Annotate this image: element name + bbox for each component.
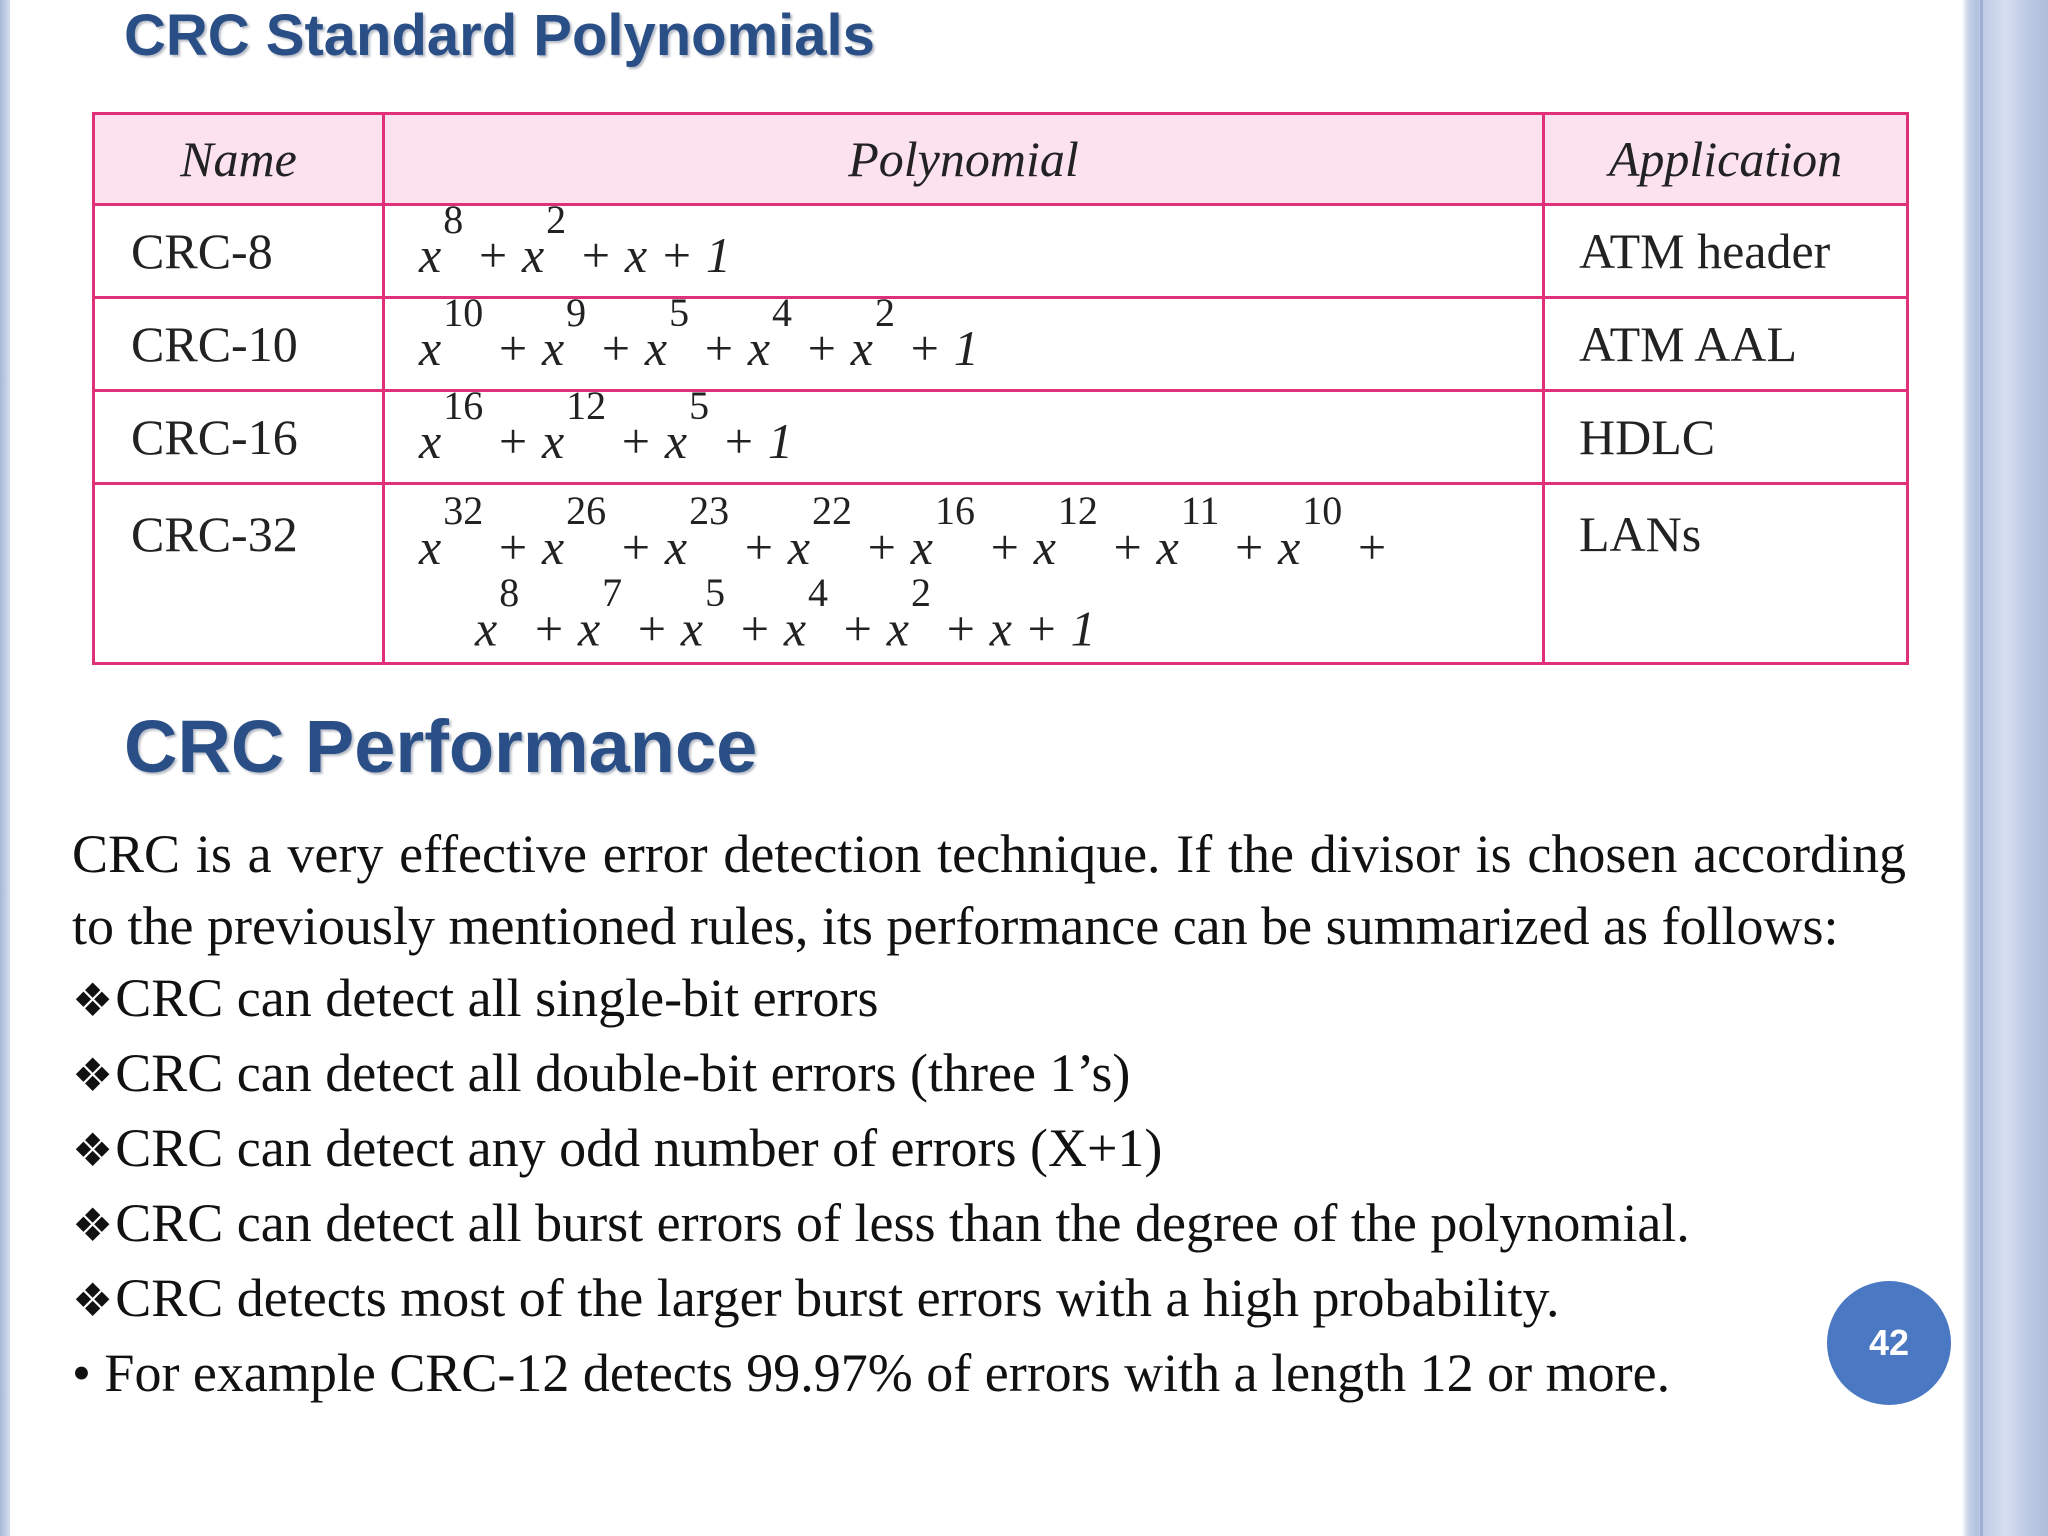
polynomial-term: + x <box>852 518 933 575</box>
polynomial-term: + x <box>1219 518 1301 575</box>
polynomial-exponent: 12 <box>1057 488 1098 533</box>
polynomial-term: x <box>419 413 442 470</box>
cell-application: ATM AAL <box>1544 298 1908 391</box>
table-row <box>94 205 1908 298</box>
diamond-bullet-icon: ❖ <box>72 1050 114 1101</box>
polynomial-exponent: 2 <box>910 569 931 615</box>
polynomial-exponent: 5 <box>689 382 710 428</box>
header-name: Name <box>94 114 384 205</box>
polynomial-term: + x + 1 <box>566 227 731 284</box>
polynomial-line <box>419 196 731 284</box>
slide-frame-right <box>1962 0 2048 1536</box>
cell-polynomial <box>384 196 1544 298</box>
polynomial-term: x <box>419 227 442 284</box>
list-item <box>72 1187 1906 1262</box>
dot-bullet-icon: • <box>72 1343 91 1403</box>
list-item <box>72 1037 1906 1112</box>
list-item <box>72 1262 1906 1337</box>
title-polynomials-text: CRC Standard Polynomials <box>124 3 875 68</box>
polynomial-exponent: 16 <box>934 488 975 533</box>
polynomial-exponent: 9 <box>566 289 587 335</box>
cell-application: ATM header <box>1544 205 1908 298</box>
table-header-row <box>94 114 1908 205</box>
polynomial-term: + x <box>606 413 688 470</box>
polynomial-term: + x <box>729 518 811 575</box>
polynomial-exponent: 16 <box>443 382 484 428</box>
performance-body <box>72 818 1906 1409</box>
header-application: Application <box>1544 114 1908 205</box>
cell-application: HDLC <box>1544 391 1908 484</box>
example-note <box>72 1337 1906 1409</box>
list-item <box>72 962 1906 1037</box>
diamond-bullet-icon: ❖ <box>72 1125 114 1176</box>
polynomial-term: + x <box>689 320 771 377</box>
polynomial-term: + x <box>463 227 545 284</box>
slide-title-performance <box>124 704 757 789</box>
polynomial-exponent: 22 <box>812 488 853 533</box>
bullet-text: CRC can detect all single-bit errors <box>115 968 879 1028</box>
polynomial-term: x <box>419 518 442 575</box>
polynomial-exponent: 4 <box>808 569 829 615</box>
polynomial-exponent: 5 <box>705 569 726 615</box>
polynomial-exponent: 8 <box>499 569 520 615</box>
cell-application: LANs <box>1544 484 1908 664</box>
polynomial-exponent: 5 <box>669 289 690 335</box>
polynomial-term: + x <box>828 600 909 657</box>
table-row <box>94 484 1908 664</box>
polynomial-line <box>419 382 793 470</box>
header-polynomial: Polynomial <box>384 114 1544 205</box>
bullet-text: CRC can detect all double-bit errors (three 1’s) <box>115 1043 1131 1103</box>
polynomial-term: + x <box>483 413 565 470</box>
title-performance-text: CRC Performance <box>124 705 758 788</box>
page-number-badge <box>1827 1281 1951 1405</box>
polynomial-term: + x <box>725 600 807 657</box>
polynomial-exponent: 2 <box>546 196 567 242</box>
cell-polynomial <box>384 484 1544 664</box>
cell-name: CRC-16 <box>94 391 384 484</box>
cell-name: CRC-8 <box>94 205 384 298</box>
performance-bullet-list <box>72 962 1906 1409</box>
slide-title-polynomials <box>124 2 875 69</box>
polynomial-term: + <box>1342 518 1389 575</box>
cell-name: CRC-10 <box>94 298 384 391</box>
polynomial-term: + x <box>519 600 601 657</box>
diamond-bullet-icon: ❖ <box>72 1275 114 1326</box>
diamond-bullet-icon: ❖ <box>72 975 114 1026</box>
polynomial-term: + x <box>483 320 565 377</box>
polynomial-exponent: 23 <box>689 488 730 533</box>
polynomial-term: + 1 <box>894 320 979 377</box>
polynomial-term: + x <box>974 518 1056 575</box>
polynomial-term: + x <box>1097 518 1179 575</box>
polynomial-exponent: 10 <box>1302 488 1343 533</box>
polynomial-exponent: 10 <box>443 289 484 335</box>
polynomial-term: + x <box>792 320 873 377</box>
polynomial-term: + x <box>606 518 688 575</box>
bullet-text: CRC can detect all burst errors of less than the degree of the polynomial. <box>115 1193 1690 1253</box>
slide-frame-left <box>0 0 10 1536</box>
polynomial-term: x <box>475 600 498 657</box>
crc-polynomials-table <box>92 112 1909 665</box>
diamond-bullet-icon: ❖ <box>72 1200 114 1251</box>
polynomial-exponent: 2 <box>874 289 895 335</box>
polynomial-term: + x <box>483 518 565 575</box>
polynomial-term: + x <box>586 320 668 377</box>
bullet-text: CRC detects most of the larger burst errors with a high probability. <box>115 1268 1560 1328</box>
table-row <box>94 298 1908 391</box>
polynomial-exponent: 32 <box>443 488 484 533</box>
example-note-text: For example CRC-12 detects 99.97% of errors with a length 12 or more. <box>104 1343 1671 1403</box>
polynomial-line <box>419 289 979 377</box>
polynomial-term: + x <box>622 600 704 657</box>
polynomial-exponent: 7 <box>602 569 623 615</box>
table-row <box>94 391 1908 484</box>
bullet-text: CRC can detect any odd number of errors (X+1) <box>115 1118 1163 1178</box>
polynomial-term: + x + 1 <box>930 600 1096 657</box>
list-item <box>72 1112 1906 1187</box>
polynomial-exponent: 26 <box>566 488 607 533</box>
polynomial-exponent: 8 <box>443 196 464 242</box>
performance-paragraph: CRC is a very effective error detection technique. If the divisor is chosen according to the previously mentioned rules, its performance can be summarized as follows: <box>72 824 1906 956</box>
polynomial-term: + 1 <box>709 413 793 470</box>
polynomial-exponent: 11 <box>1180 488 1220 533</box>
polynomial-line <box>419 569 1542 663</box>
polynomial-exponent: 4 <box>772 289 793 335</box>
polynomial-exponent: 12 <box>566 382 607 428</box>
cell-polynomial <box>384 289 1544 391</box>
cell-name: CRC-32 <box>94 484 384 664</box>
page-number: 42 <box>1868 1322 1910 1363</box>
polynomial-term: x <box>419 320 442 377</box>
cell-polynomial <box>384 382 1544 484</box>
polynomial-line <box>419 488 1389 575</box>
